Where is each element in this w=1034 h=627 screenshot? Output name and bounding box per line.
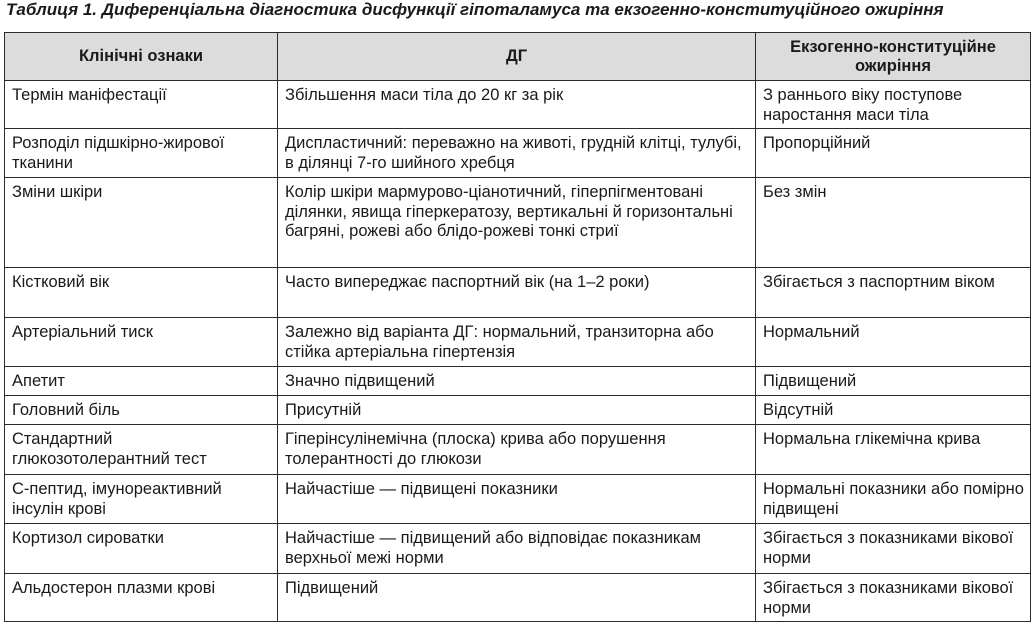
table-row [5, 475, 1031, 524]
cell-exogenous: Збігається з показниками вікової норми [756, 574, 1031, 622]
cell-clinical-sign: Апетит [5, 367, 278, 396]
header-exogenous-obesity: Екзогенно-конституційне ожиріння [756, 33, 1031, 81]
table-row [5, 81, 1031, 129]
table-caption: Таблиця 1. Диференціальна діагностика дисфункції гіпоталамуса та екзогенно-конституційного ожиріння [6, 0, 944, 19]
cell-clinical-sign: Термін маніфестації [5, 81, 278, 129]
table-row [5, 318, 1031, 367]
cell-clinical-sign: Зміни шкіри [5, 178, 278, 268]
cell-dg: Найчастіше — підвищений або відповідає показникам верхньої межі норми [278, 524, 756, 574]
differential-diagnosis-table [4, 32, 1031, 622]
cell-dg: Колір шкіри мармурово-ціанотичний, гіперпігментовані ділянки, явища гіперкератозу, вертикальні й горизонтальні багряні, рожеві або блідо-рожеві тонкі стриї [278, 178, 756, 268]
cell-dg: Присутній [278, 396, 756, 425]
cell-exogenous: Збігається з паспортним віком [756, 268, 1031, 318]
cell-exogenous: Нормальні показники або помірно підвищені [756, 475, 1031, 524]
cell-dg: Диспластичний: переважно на животі, грудній клітці, тулубі, в ділянці 7-го шийного хребця [278, 129, 756, 178]
cell-clinical-sign: Стандартний глюкозотолерантний тест [5, 425, 278, 475]
table-row [5, 524, 1031, 574]
cell-exogenous: З раннього віку поступове наростання маси тіла [756, 81, 1031, 129]
table-header-row [5, 33, 1031, 81]
cell-dg: Значно підвищений [278, 367, 756, 396]
table-row [5, 367, 1031, 396]
cell-exogenous: Збігається з показниками вікової норми [756, 524, 1031, 574]
cell-exogenous: Без змін [756, 178, 1031, 268]
cell-clinical-sign: Кістковий вік [5, 268, 278, 318]
cell-dg: Підвищений [278, 574, 756, 622]
cell-exogenous: Нормальна глікемічна крива [756, 425, 1031, 475]
table-row [5, 268, 1031, 318]
cell-dg: Найчастіше — підвищені показники [278, 475, 756, 524]
cell-exogenous: Підвищений [756, 367, 1031, 396]
cell-exogenous: Відсутній [756, 396, 1031, 425]
table-row [5, 178, 1031, 268]
cell-clinical-sign: Артеріальний тиск [5, 318, 278, 367]
header-clinical-signs: Клінічні ознаки [5, 33, 278, 81]
cell-clinical-sign: Альдостерон плазми крові [5, 574, 278, 622]
cell-clinical-sign: Головний біль [5, 396, 278, 425]
cell-exogenous: Пропорційний [756, 129, 1031, 178]
table-row [5, 425, 1031, 475]
cell-dg: Гіперінсулінемічна (плоска) крива або порушення толерантності до глюкози [278, 425, 756, 475]
table-row [5, 129, 1031, 178]
cell-exogenous: Нормальний [756, 318, 1031, 367]
table-row [5, 574, 1031, 622]
cell-dg: Збільшення маси тіла до 20 кг за рік [278, 81, 756, 129]
cell-dg: Залежно від варіанта ДГ: нормальний, транзиторна або стійка артеріальна гіпертензія [278, 318, 756, 367]
cell-clinical-sign: С-пептид, імунореактивний інсулін крові [5, 475, 278, 524]
header-dg: ДГ [278, 33, 756, 81]
cell-dg: Часто випереджає паспортний вік (на 1–2 роки) [278, 268, 756, 318]
table-row [5, 396, 1031, 425]
cell-clinical-sign: Кортизол сироватки [5, 524, 278, 574]
cell-clinical-sign: Розподіл підшкірно-жирової тканини [5, 129, 278, 178]
